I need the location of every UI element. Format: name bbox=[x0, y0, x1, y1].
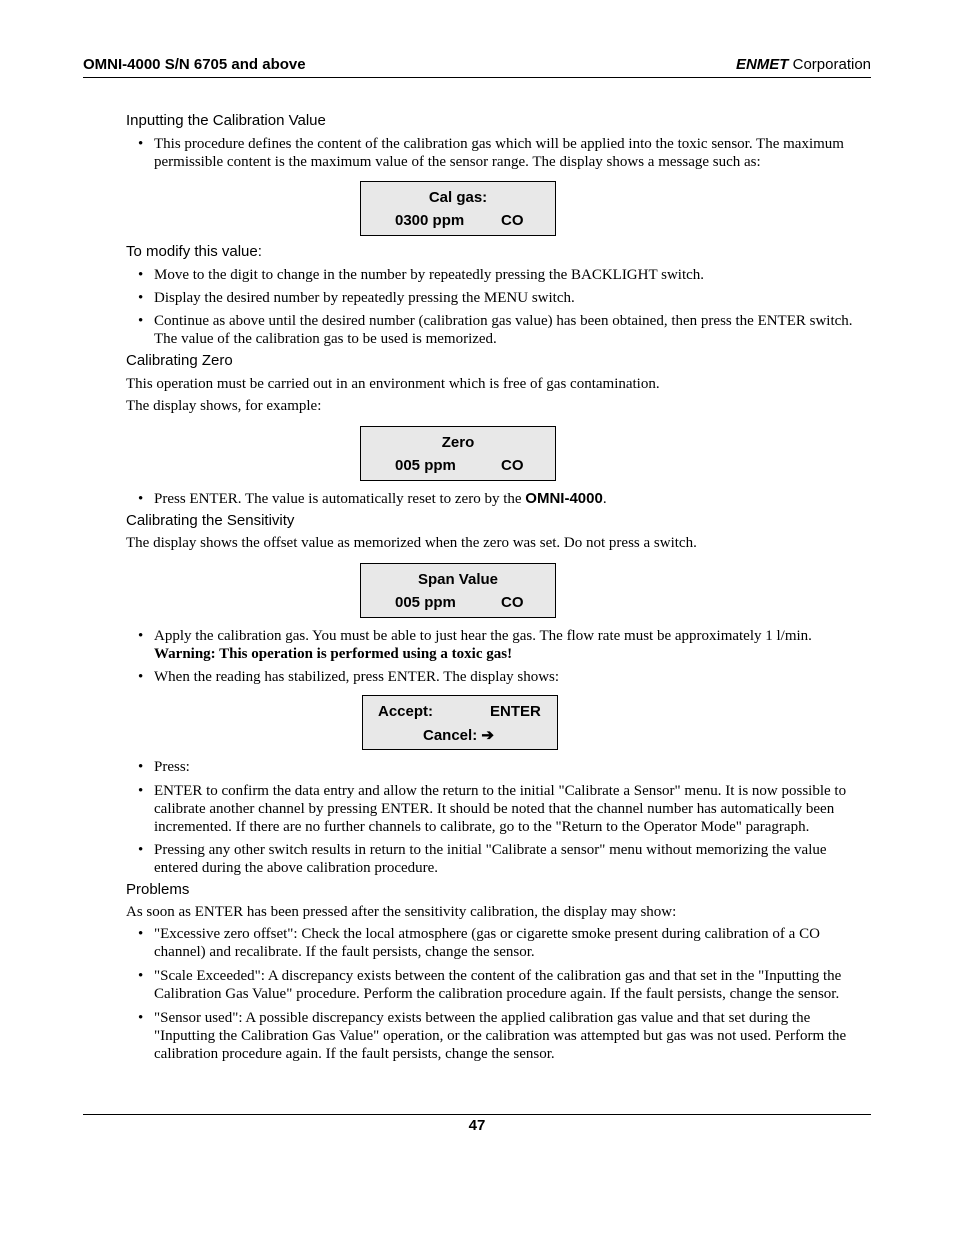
list-item-text: Continue as above until the desired number (calibration gas value) has been obtained, then press the ENTER switch. The value of the calibration gas to be used is memorized. bbox=[154, 313, 853, 347]
heading-problems: Problems bbox=[126, 881, 190, 898]
list-item-text: Press ENTER. The value is automatically reset to zero by the bbox=[154, 491, 526, 507]
list-item bbox=[126, 925, 866, 961]
display-line-1 bbox=[378, 703, 557, 720]
bullet-icon: • bbox=[138, 290, 144, 306]
list-item bbox=[126, 668, 866, 686]
bullet-icon: • bbox=[138, 759, 144, 775]
list-item-text: Apply the calibration gas. You must be able to just hear the gas. The flow rate must be approximately 1 l/min. bbox=[154, 628, 812, 644]
list-item-text: Press: bbox=[154, 759, 190, 775]
list-item bbox=[126, 758, 866, 776]
display-line-2 bbox=[395, 212, 524, 229]
bullet-icon: • bbox=[138, 313, 144, 329]
header-company-rest: Corporation bbox=[788, 56, 871, 73]
list-item bbox=[126, 782, 866, 836]
paragraph: The display shows, for example: bbox=[126, 398, 322, 414]
bullet-icon: • bbox=[138, 491, 144, 507]
list-item-text: When the reading has stabilized, press ENTER. The display shows: bbox=[154, 669, 560, 685]
list-item-text: ENTER to confirm the data entry and allow the return to the initial "Calibrate a Sensor" menu. It is now possible to calibrate another channel by pressing ENTER. It should be noted that the channel number has automatically been incremented. If there are no further channels to calibrate, go to the "Return to the Operator Mode" paragraph. bbox=[154, 783, 847, 835]
display-value: 005 ppm bbox=[395, 594, 456, 611]
list-item bbox=[126, 312, 866, 348]
display-unit: CO bbox=[501, 457, 524, 474]
list-item-text: "Scale Exceeded": A discrepancy exists between the content of the calibration gas and that set in the "Inputting the Calibration Gas Value" procedure. Perform the calibration procedure again. If the fault persists, change the sensor. bbox=[154, 968, 842, 1002]
display-cancel: Cancel: ➔ bbox=[423, 727, 494, 744]
bullet-icon: • bbox=[138, 968, 144, 984]
page-number: 47 bbox=[468, 1117, 486, 1134]
list-item bbox=[126, 289, 866, 307]
display-line-2 bbox=[395, 594, 524, 611]
bullet-icon: • bbox=[138, 926, 144, 942]
list-problems bbox=[126, 925, 866, 1063]
list-item bbox=[126, 490, 866, 508]
display-line-1: Span Value bbox=[417, 571, 499, 588]
display-unit: CO bbox=[501, 594, 524, 611]
display-accept: Accept: bbox=[378, 703, 434, 720]
list-item-text-end: . bbox=[602, 491, 607, 507]
bullet-icon: • bbox=[138, 783, 144, 799]
list-press bbox=[126, 758, 866, 877]
heading-inputting-calibration: Inputting the Calibration Value bbox=[126, 112, 326, 129]
list-inputting bbox=[126, 135, 866, 171]
heading-calibrating-zero: Calibrating Zero bbox=[126, 352, 233, 369]
list-item bbox=[126, 967, 866, 1003]
header-company bbox=[736, 56, 871, 73]
page-header bbox=[83, 55, 871, 78]
list-item-text: "Excessive zero offset": Check the local atmosphere (gas or cigarette smoke present during calibration of a CO channel) and recalibrate. If the fault persists, change the sensor. bbox=[154, 926, 820, 960]
bullet-icon: • bbox=[138, 842, 144, 858]
header-product: OMNI-4000 S/N 6705 and above bbox=[83, 56, 306, 73]
display-value: 0300 ppm bbox=[395, 212, 465, 229]
warning-text: Warning: This operation is performed using a toxic gas! bbox=[154, 646, 513, 662]
display-enter: ENTER bbox=[490, 703, 541, 720]
display-span-value bbox=[360, 563, 556, 618]
paragraph: This operation must be carried out in an environment which is free of gas contamination. bbox=[126, 376, 660, 392]
list-item-text: "Sensor used": A possible discrepancy exists between the applied calibration gas value and that set during the "Inputting the Calibration Gas Value" operation, or the calibration was attempted but gas was not used. Perform the calibration procedure again. If the fault persists, change the sensor. bbox=[154, 1010, 847, 1062]
list-modify bbox=[126, 266, 866, 348]
display-cal-gas bbox=[360, 181, 556, 236]
list-item bbox=[126, 266, 866, 284]
list-item-text: Display the desired number by repeatedly pressing the MENU switch. bbox=[154, 290, 575, 306]
list-item bbox=[126, 1009, 866, 1063]
paragraph: As soon as ENTER has been pressed after the sensitivity calibration, the display may show: bbox=[126, 904, 677, 920]
bullet-icon: • bbox=[138, 136, 144, 152]
heading-modify-value: To modify this value: bbox=[126, 243, 262, 260]
display-accept-cancel bbox=[362, 695, 558, 750]
list-item bbox=[126, 841, 866, 877]
bullet-icon: • bbox=[138, 267, 144, 283]
list-item bbox=[126, 135, 866, 171]
bullet-icon: • bbox=[138, 628, 144, 644]
display-line-1: Zero bbox=[441, 434, 475, 451]
bullet-icon: • bbox=[138, 669, 144, 685]
header-brand: ENMET bbox=[735, 56, 789, 73]
list-sensitivity bbox=[126, 627, 866, 686]
page-content bbox=[126, 111, 866, 1063]
bullet-icon: • bbox=[138, 1010, 144, 1026]
heading-calibrating-sensitivity: Calibrating the Sensitivity bbox=[126, 512, 295, 529]
list-item-text: This procedure defines the content of the calibration gas which will be applied into the toxic sensor. The maximum permissible content is the maximum value of the sensor range. The display shows a message such as: bbox=[154, 136, 844, 170]
list-item-text: Move to the digit to change in the number by repeatedly pressing the BACKLIGHT switch. bbox=[154, 267, 705, 283]
list-zero bbox=[126, 490, 866, 508]
display-line-1: Cal gas: bbox=[428, 189, 488, 206]
page-footer bbox=[83, 1114, 871, 1134]
display-value: 005 ppm bbox=[395, 457, 456, 474]
display-zero bbox=[360, 426, 556, 481]
list-item-text: Pressing any other switch results in return to the initial "Calibrate a sensor" menu without memorizing the value entered during the above calibration procedure. bbox=[154, 842, 827, 876]
display-unit: CO bbox=[501, 212, 524, 229]
display-line-2 bbox=[395, 457, 524, 474]
product-name: OMNI-4000 bbox=[525, 490, 603, 507]
list-item bbox=[126, 627, 866, 663]
paragraph: The display shows the offset value as memorized when the zero was set. Do not press a switch. bbox=[126, 535, 697, 551]
